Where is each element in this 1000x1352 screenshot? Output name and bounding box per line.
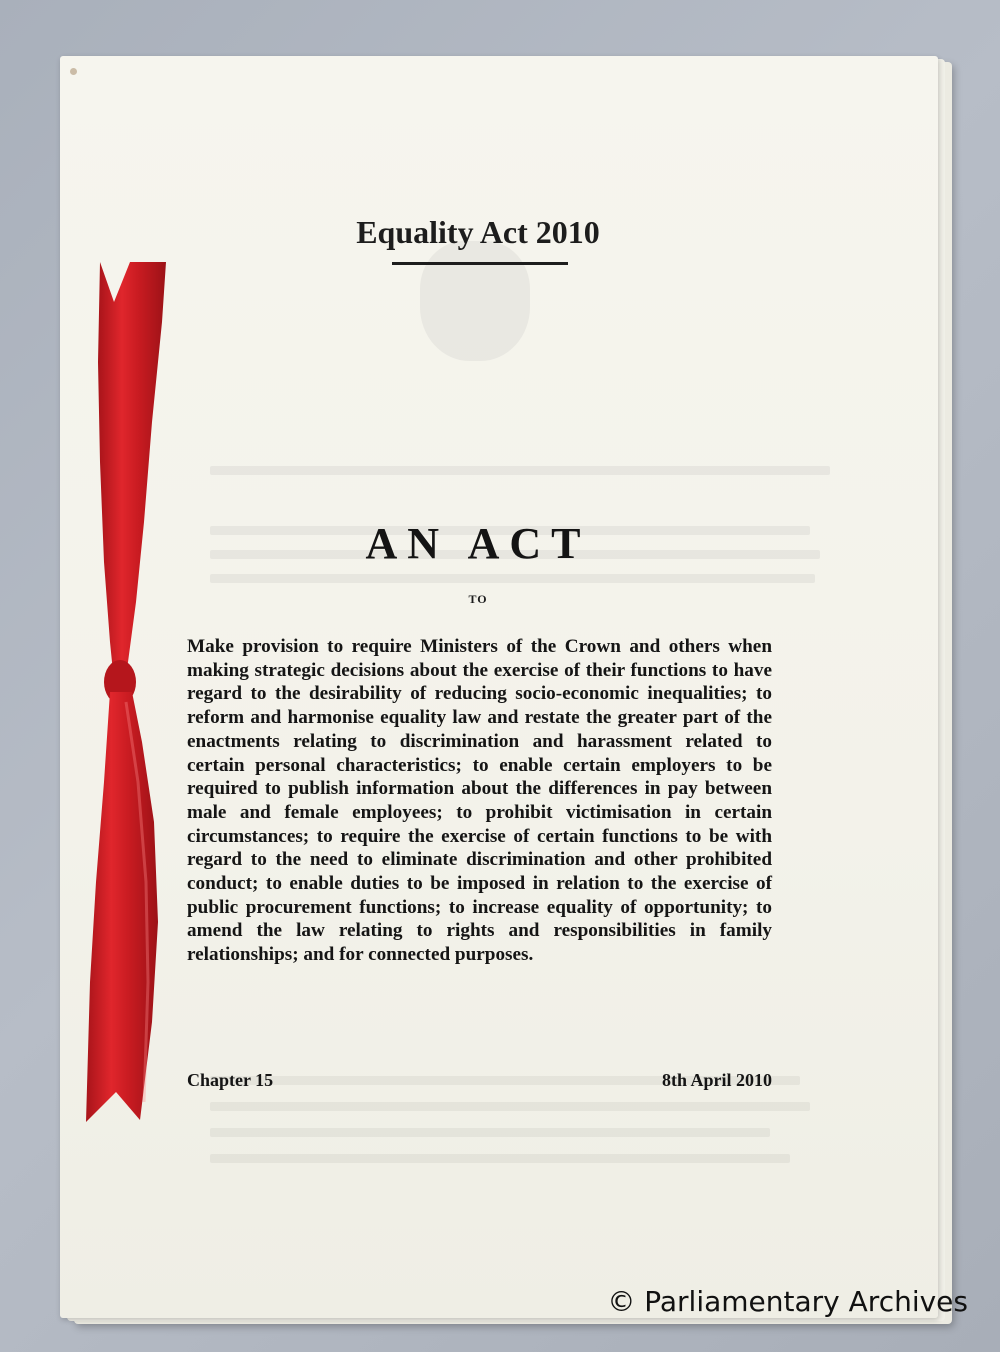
ribbon-upper-strand [98,262,166,682]
act-heading: AN ACT [365,519,591,568]
document-stack [60,56,952,1326]
chapter-label: Chapter 15 [187,1070,274,1090]
show-through-line [210,466,830,475]
royal-assent-date: 8th April 2010 [661,1070,772,1090]
document-title: Equality Act 2010 [356,214,600,250]
preamble-text: Make provision to require Ministers of the Crown and others when making strategic decisions about the exercise of their functions to have regard to the desirability of reducing socio-economic inequalities; to reform and harmonise equality law and restate the greater part of the enactments relating to discrimination and harassment related to certain personal characteristics; to enable certain employers to be required to publish information about the differences in pay between male and female employees; to prohibit victimisation in certain circumstances; to require the exercise of certain functions to be with regard to the need to eliminate discrimination and other prohibited conduct; to enable duties to be imposed in relation to the exercise of public procurement functions; to increase equality of opportunity; to amend the law relating to rights and responsibilities in family relationships; and for connected purposes. [187,636,772,966]
cover-page [60,56,938,1318]
show-through-line [210,1128,770,1137]
red-ribbon [74,262,184,1122]
paper-stain [70,68,77,75]
show-through-line [210,1154,790,1163]
copyright-watermark: © Parliamentary Archives [607,1285,968,1318]
show-through-line [210,1102,810,1111]
show-through-line [210,574,815,583]
title-rule [392,262,568,265]
to-label: TO [468,592,488,606]
show-through-crest [420,241,530,361]
